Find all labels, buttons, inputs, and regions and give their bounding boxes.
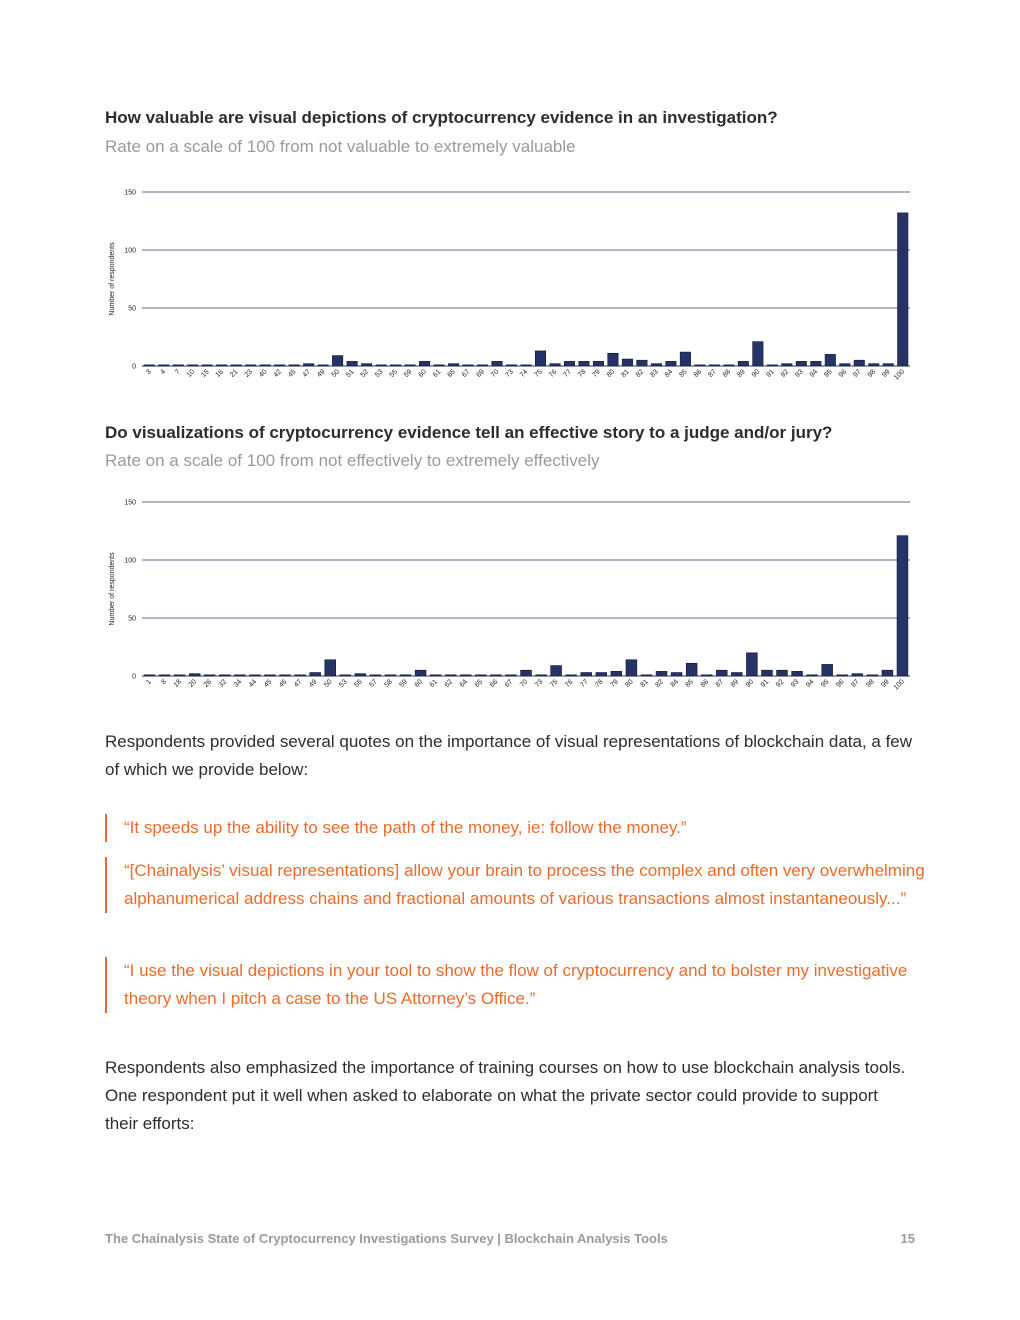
bar [701,675,712,676]
x-tick-label: 91 [765,368,776,379]
x-tick-label: 53 [338,678,349,689]
bar [666,361,676,366]
bar [738,361,748,366]
x-tick-label: 40 [258,368,269,379]
x-tick-label: 70 [489,368,501,379]
x-tick-label: 20 [187,678,199,689]
x-tick-label: 52 [359,368,371,379]
x-tick-label: 8 [160,678,169,687]
bar [709,365,719,366]
x-tick-label: 74 [518,368,530,379]
chart-1-subtitle: Rate on a scale of 100 from not valuable to extremely valuable [105,137,576,156]
bar [492,361,502,366]
x-tick-label: 61 [428,678,440,689]
x-tick-label: 57 [368,678,379,689]
x-tick-label: 21 [229,368,240,379]
y-tick-label: 0 [132,363,136,371]
quote-3: “I use the visual depictions in your tool to show the flow of cryptocurrency and to bolster my investigative theory when I pitch a case to the US Attorney’s Office.” [105,957,934,1013]
bar [671,673,682,676]
x-tick-label: 67 [503,678,515,689]
x-tick-label: 80 [624,678,635,689]
bar [521,365,531,366]
x-tick-label: 100 [892,678,906,692]
bar [837,675,848,676]
x-tick-label: 64 [458,678,470,689]
x-tick-label: 89 [736,368,747,379]
x-tick-label: 94 [805,678,816,689]
x-tick-label: 99 [880,678,891,689]
bar [245,365,255,366]
bar [340,675,351,676]
bar [310,673,321,676]
bar [608,353,618,366]
bar [840,364,850,366]
x-tick-label: 44 [247,678,259,689]
x-tick-label: 100 [892,368,907,382]
x-tick-label: 42 [272,368,284,379]
x-tick-label: 50 [330,368,342,379]
y-axis-label: Number of respondents [109,552,116,626]
x-tick-label: 90 [744,678,756,689]
bar [852,674,863,676]
x-tick-label: 90 [750,368,762,379]
x-tick-label: 15 [200,368,211,379]
x-tick-label: 96 [835,678,846,689]
x-tick-label: 49 [308,678,319,689]
chart-2-svg [100,490,920,710]
x-tick-label: 47 [293,678,304,689]
bar [796,361,806,366]
bar [506,675,517,676]
bar [477,365,487,366]
bar [782,364,792,366]
x-tick-label: 73 [504,368,515,379]
bar [265,675,276,676]
bar [854,360,864,366]
x-tick-label: 53 [374,368,385,379]
bar [637,360,647,366]
x-tick-label: 84 [669,678,681,689]
x-tick-label: 88 [721,368,733,379]
bar [295,675,306,676]
bar [355,674,366,676]
y-tick-label: 50 [128,305,136,313]
x-tick-label: 23 [243,368,255,379]
bar [551,666,562,676]
x-tick-label: 75 [533,368,544,379]
bar [370,675,381,676]
bar [250,675,261,676]
bar [611,671,622,676]
x-tick-label: 4 [159,368,168,377]
bar [695,365,705,366]
x-tick-label: 86 [692,368,704,379]
bar [174,675,185,676]
bar [897,536,908,676]
bar [566,675,577,676]
x-tick-label: 81 [620,368,631,379]
bar [448,364,458,366]
bar [231,365,241,366]
x-tick-label: 45 [287,368,298,379]
x-tick-label: 93 [790,678,801,689]
x-tick-label: 76 [564,678,575,689]
bar [280,675,291,676]
x-tick-label: 97 [850,678,861,689]
bar [490,675,501,676]
x-tick-label: 1 [145,678,153,687]
x-tick-label: 61 [432,368,443,379]
x-tick-label: 83 [649,368,660,379]
bar [564,361,574,366]
bar [651,364,661,366]
x-tick-label: 86 [699,678,711,689]
y-tick-label: 150 [124,499,136,507]
bar [746,653,757,676]
x-tick-label: 92 [774,678,786,689]
chart-1-svg [100,180,920,400]
bar [274,365,284,366]
x-tick-label: 87 [714,678,726,689]
bar [159,675,170,676]
bar [753,342,763,366]
x-tick-label: 51 [345,368,356,379]
bar [883,364,893,366]
x-tick-label: 80 [605,368,617,379]
x-tick-label: 81 [639,678,650,689]
bar [475,675,486,676]
bar [325,660,336,676]
x-tick-label: 59 [403,368,414,379]
bar [144,675,155,676]
x-tick-label: 95 [820,678,831,689]
bar [807,675,818,676]
x-tick-label: 65 [473,678,485,689]
bar [882,670,893,676]
x-tick-label: 49 [316,368,327,379]
x-tick-label: 16 [214,368,226,379]
bar [204,675,215,676]
x-tick-label: 98 [865,678,876,689]
bar [825,354,835,366]
quote-1: “It speeds up the ability to see the path of the money, ie: follow the money.” [105,814,934,842]
x-tick-label: 84 [663,368,675,379]
bar [419,361,429,366]
y-tick-label: 100 [124,557,136,565]
bar [792,671,803,676]
x-tick-label: 89 [729,678,741,689]
x-tick-label: 60 [417,368,428,379]
x-tick-label: 85 [678,368,689,379]
x-tick-label: 59 [398,678,409,689]
bar [405,365,415,366]
x-tick-label: 62 [443,678,455,689]
x-tick-label: 70 [518,678,530,689]
bar [159,365,169,366]
x-tick-label: 91 [759,678,771,689]
bar [202,365,212,366]
bar [173,365,183,366]
bar [767,365,777,366]
bar [596,673,607,676]
bar [219,675,230,676]
bar [318,365,328,366]
page-footer [105,1231,915,1246]
x-tick-label: 79 [609,678,620,689]
quote-2: “[Chainalysis’ visual representations] allow your brain to process the complex and often very overwhelming alphanumerical address chains and fractional amounts of various transactions almost instantaneously...” [105,857,934,913]
x-tick-label: 92 [779,368,791,379]
bar [361,364,371,366]
x-tick-label: 85 [684,678,696,689]
bar [898,213,908,366]
intro-paragraph: Respondents provided several quotes on the importance of visual representations of blockchain data, a few of which we provide below: [105,732,913,779]
chart-2-subtitle: Rate on a scale of 100 from not effectively to extremely effectively [105,451,600,470]
bar [622,359,632,366]
x-tick-label: 10 [185,368,197,379]
x-tick-label: 99 [881,368,892,379]
chart-1-question: How valuable are visual depictions of cryptocurrency evidence in an investigation? [105,108,778,127]
bar [347,361,357,366]
bar [415,670,426,676]
x-tick-label: 50 [323,678,334,689]
x-tick-label: 18 [172,678,184,689]
x-tick-label: 79 [591,368,602,379]
chart-2 [100,490,920,710]
x-tick-label: 77 [562,368,573,379]
bar [686,663,697,676]
bar [811,361,821,366]
x-tick-label: 95 [823,368,834,379]
x-tick-label: 26 [202,678,214,689]
x-tick-label: 76 [547,368,559,379]
bar [144,365,154,366]
bar [641,675,652,676]
bar [593,361,603,366]
bar [434,365,444,366]
bar [463,365,473,366]
bar [777,670,788,676]
x-tick-label: 60 [413,678,425,689]
bar [581,673,592,676]
bar [716,670,727,676]
bar [289,365,299,366]
bar [680,352,690,366]
bar [550,364,560,366]
bar [762,670,773,676]
y-tick-label: 0 [132,673,136,681]
bar [521,670,532,676]
bar [579,361,589,366]
x-tick-label: 82 [634,368,646,379]
bar [445,675,456,676]
x-tick-label: 75 [549,678,560,689]
bar [535,351,545,366]
bar [376,365,386,366]
x-tick-label: 77 [579,678,590,689]
x-tick-label: 93 [794,368,805,379]
bar [216,365,226,366]
bar [390,365,400,366]
y-tick-label: 50 [128,615,136,623]
x-tick-label: 65 [446,368,457,379]
x-tick-label: 67 [460,368,472,379]
bar [430,675,441,676]
bar [460,675,471,676]
bar [822,664,833,676]
bar [536,675,547,676]
x-tick-label: 46 [278,678,289,689]
bar [400,675,411,676]
x-tick-label: 34 [232,678,244,689]
x-tick-label: 82 [654,678,665,689]
x-tick-label: 58 [383,678,394,689]
x-tick-label: 87 [707,368,718,379]
x-tick-label: 3 [144,368,153,377]
bar [303,364,313,366]
bar [188,365,198,366]
x-tick-label: 97 [852,368,863,379]
x-tick-label: 32 [217,678,229,689]
closing-paragraph: Respondents also emphasized the importance of training courses on how to use blockchain analysis tools. One respondent put it well when asked to elaborate on what the private sector could provide to support their efforts: [105,1058,906,1133]
x-tick-label: 78 [594,678,605,689]
page-number: 15 [900,1231,915,1246]
bar [332,356,342,366]
y-tick-label: 150 [124,189,136,197]
bar [867,675,878,676]
bar [869,364,879,366]
x-tick-label: 55 [388,368,399,379]
bar [234,675,245,676]
bar [260,365,270,366]
x-tick-label: 45 [262,678,274,689]
bar [656,671,667,676]
y-tick-label: 100 [124,247,136,255]
y-axis-label: Number of respondents [109,242,116,316]
x-tick-label: 78 [576,368,588,379]
x-tick-label: 55 [353,678,364,689]
x-tick-label: 98 [866,368,878,379]
bar [189,674,200,676]
bar [506,365,516,366]
bar [724,365,734,366]
x-tick-label: 47 [301,368,313,379]
x-tick-label: 96 [837,368,849,379]
chart-2-question: Do visualizations of cryptocurrency evidence tell an effective story to a judge and/or jury? [105,423,833,442]
x-tick-label: 73 [534,678,545,689]
bar [385,675,396,676]
footer-title: The Chainalysis State of Cryptocurrency Investigations Survey | Blockchain Analysis Tools [105,1231,668,1246]
x-tick-label: 66 [488,678,500,689]
bar [626,660,637,676]
x-tick-label: 94 [808,368,820,379]
x-tick-label: 7 [173,368,182,377]
bar [731,673,742,676]
chart-1 [100,180,920,400]
x-tick-label: 69 [475,368,486,379]
